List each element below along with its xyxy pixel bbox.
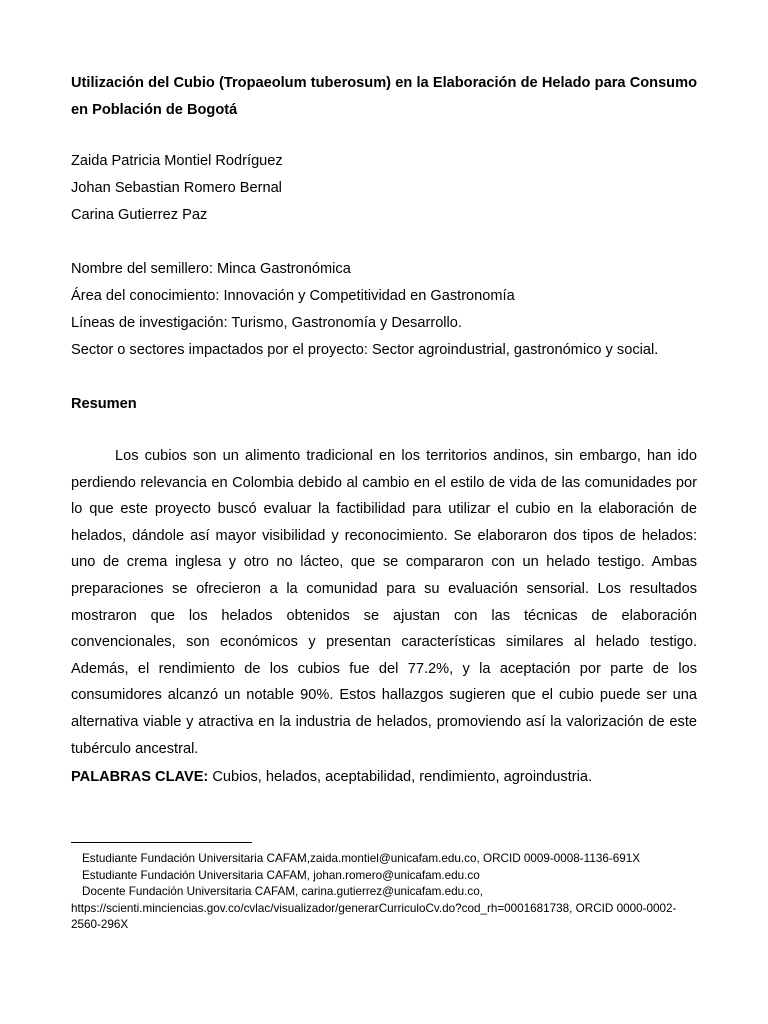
paper-title: Utilización del Cubio (Tropaeolum tuberosum) en la Elaboración de Helado para Consumo en Población de Bogotá bbox=[71, 75, 697, 118]
author-name: Zaida Patricia Montiel Rodríguez bbox=[71, 153, 283, 169]
footnotes bbox=[71, 851, 697, 934]
footnote-author-3: Docente Fundación Universitaria CAFAM, carina.gutierrez@unicafam.edu.co, https://scienti.minciencias.gov.co/cvlac/visualizador/generarCurriculoCv.do?cod_rh=0001681738, ORCID 0000-0002-2560-296X bbox=[71, 885, 677, 931]
metadata-research-lines: Líneas de investigación: Turismo, Gastronomía y Desarrollo. bbox=[71, 315, 462, 331]
keywords-list: Cubios, helados, aceptabilidad, rendimiento, agroindustria. bbox=[212, 769, 593, 785]
footnote-divider bbox=[71, 842, 252, 843]
footnote-author-2: Estudiante Fundación Universitaria CAFAM, johan.romero@unicafam.edu.co bbox=[82, 868, 480, 882]
abstract-text: Los cubios son un alimento tradicional en los territorios andinos, sin embargo, han ido perdiendo relevancia en Colombia debido al cambio en el estilo de vida de las comunidades por lo que este proyecto buscó evaluar la factibilidad para utilizar el cubio en la elaboración de helados, dándole así mayor visibilidad y reconocimiento. Se elaboraron dos tipos de helados: uno de crema inglesa y otro no lácteo, que se compararon con un helado testigo. Ambas preparaciones se ofrecieron a la comunidad para su evaluación sensorial. Los resultados mostraron que los helados obtenidos se ajustan con las técnicas de elaboración convencionales, son económicos y presentan características similares al helado testigo. Además, el rendimiento de los cubios fue del 77.2%, y la aceptación por parte de los consumidores alcanzó un notable 90%. Estos hallazgos sugieren que el cubio puede ser una alternativa viable y atractiva en la industria de helados, promoviendo así la valorización de este tubérculo ancestral. bbox=[71, 448, 697, 757]
metadata-impacted-sectors: Sector o sectores impactados por el proyecto: Sector agroindustrial, gastronómico y social. bbox=[71, 342, 659, 358]
project-metadata bbox=[71, 256, 658, 364]
keywords-line bbox=[71, 764, 711, 791]
author-name: Johan Sebastian Romero Bernal bbox=[71, 180, 282, 196]
author-name: Carina Gutierrez Paz bbox=[71, 207, 208, 223]
metadata-knowledge-area: Área del conocimiento: Innovación y Competitividad en Gastronomía bbox=[71, 288, 515, 304]
abstract-heading: Resumen bbox=[71, 396, 137, 412]
footnote-author-1: Estudiante Fundación Universitaria CAFAM,zaida.montiel@unicafam.edu.co, ORCID 0009-0008-1136-691X bbox=[82, 852, 641, 865]
keywords-label: PALABRAS CLAVE: bbox=[71, 769, 209, 785]
author-list bbox=[71, 148, 283, 229]
metadata-seedbed: Nombre del semillero: Minca Gastronómica bbox=[71, 261, 351, 277]
